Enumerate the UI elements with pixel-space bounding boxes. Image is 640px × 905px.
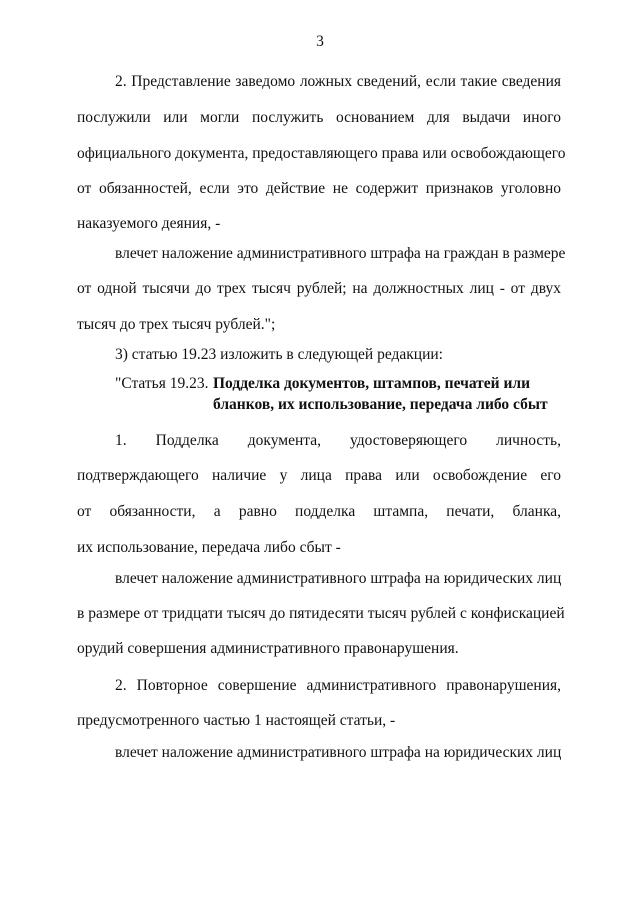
article-title-line: Подделка документов, штампов, печатей или bbox=[213, 375, 531, 392]
text-line: подтверждающего наличие у лица права или освобождение его bbox=[77, 467, 561, 484]
text-line: тысяч до трех тысяч рублей."; bbox=[77, 316, 276, 333]
text-line: влечет наложение административного штрафа на юридических лиц bbox=[115, 744, 562, 761]
text-line: наказуемого деяния, - bbox=[77, 215, 221, 232]
text-line: влечет наложение административного штрафа на граждан в размере bbox=[115, 245, 566, 262]
text-line: 2. Представление заведомо ложных сведений, если такие сведения bbox=[115, 73, 561, 90]
article-title-line: бланков, их использование, передача либо сбыт bbox=[213, 396, 548, 413]
text-line: 2. Повторное совершение административного правонарушения, bbox=[115, 677, 561, 694]
text-line: их использование, передача либо сбыт - bbox=[77, 539, 341, 556]
text-line: 3) статью 19.23 изложить в следующей редакции: bbox=[115, 346, 443, 363]
page-number: 3 bbox=[316, 33, 324, 50]
text-line: в размере от тридцати тысяч до пятидесяти тысяч рублей с конфискацией bbox=[77, 605, 565, 622]
text-line: 1. Подделка документа, удостоверяющего личность, bbox=[115, 432, 561, 449]
text-line: орудий совершения административного правонарушения. bbox=[77, 640, 459, 657]
article-label: "Статья 19.23. bbox=[115, 375, 209, 392]
text-line: послужили или могли послужить основанием для выдачи иного bbox=[77, 109, 561, 126]
text-line: официального документа, предоставляющего права или освобождающего bbox=[77, 145, 566, 162]
text-line: от одной тысячи до трех тысяч рублей; на должностных лиц - от двух bbox=[77, 280, 561, 297]
text-line: от обязанностей, если это действие не содержит признаков уголовно bbox=[77, 180, 561, 197]
text-line: от обязанности, а равно подделка штампа, печати, бланка, bbox=[77, 503, 561, 520]
text-line: влечет наложение административного штрафа на юридических лиц bbox=[115, 570, 562, 587]
text-line: предусмотренного частью 1 настоящей статьи, - bbox=[77, 712, 396, 729]
